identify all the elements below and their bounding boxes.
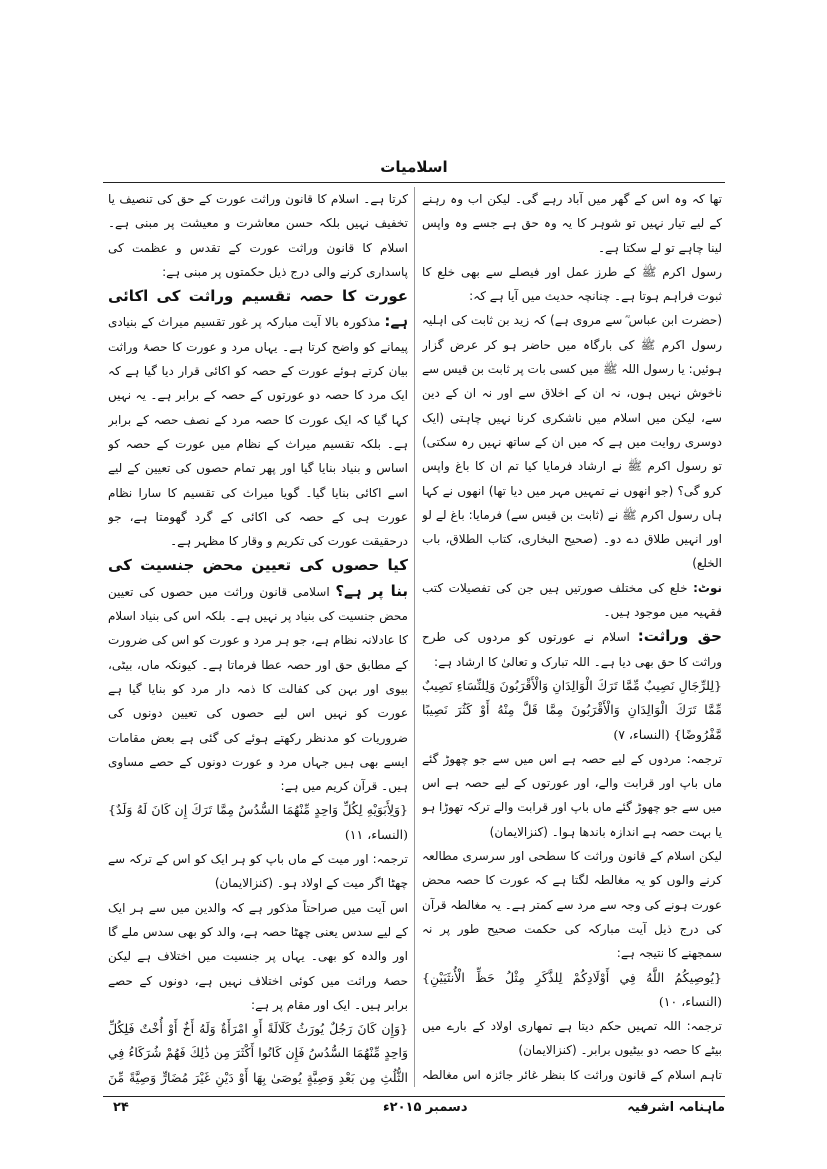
section-heading: عورت کا حصہ تقسیم وراثت کی اکائی ہے: <box>108 287 408 331</box>
translation: ترجمہ: اور میت کے ماں باپ کو ہر ایک کو اس کے ترکہ سے چھٹا اگر میت کے اولاد ہو۔ (کنزالایمان) <box>108 852 408 891</box>
right-column <box>422 187 722 1087</box>
quran-verse: {لِلرِّجَالِ نَصِيبٌ مِّمَّا تَرَكَ الْوَالِدَانِ وَالْأَقْرَبُونَ وَلِلنِّسَاءِ نَصِيبٌ مِّمَّا تَرَكَ الْوَالِدَانِ وَالْأَقْرَبُونَ مِمَّا قَلَّ مِنْهُ أَوْ كَثُرَ نَصِيبًا مَّفْرُوضًا} (النساء، ۷) <box>422 677 722 742</box>
section-text: مذکورہ بالا آیت مبارکہ پر غور تقسیم میراث کے بنیادی پیمانے کو واضح کرتا ہے۔ یہاں مرد و عورت کا حصۂ وراثت بیان کرتے ہوئے عورت کے حصہ کو اکائی قرار دیا گیا ہے کہ ایک مرد کا حصہ دو عورتوں کے حصہ کے برابر ہے۔ یہ نہیں کہا گیا کہ ایک عورت کا حصہ مرد کے نصف حصہ کے برابر ہے۔ بلکہ تقسیم میراث کے نظام میں عورت کے حصہ کو اساس و بنیاد بنایا گیا اور پھر تمام حصوں کی تعیین کے لیے اسے اکائی بنایا گیا۔ گویا میراث کی تقسیم کا سارا نظام عورت ہی کے حصہ کی اکائی کے گرد گھومتا ہے، جو درحقیقت عورت کی تکریم و وقار کا مظہر ہے۔ <box>108 315 408 549</box>
paragraph: اس آیت میں صراحتاً مذکور ہے کہ والدین میں سے ہر ایک کے لیے سدس یعنی چھٹا حصہ ہے، والد کو بھی سدس ملے گا اور والدہ کو بھی۔ یہاں پر جنسیت میں اختلاف ہے لیکن حصۂ وراثت میں کوئی اختلاف نہیں ہے، دونوں کے حصے برابر ہیں۔ ایک اور مقام پر ہے: <box>108 900 408 1012</box>
paragraph: تاہم اسلام کے قانون وراثت کا بنظر غائر جائزہ اس مغالطہ <box>422 1067 722 1082</box>
translation: ترجمہ: اللہ تمہیں حکم دیتا ہے تمھاری اولاد کے بارے میں بیٹے کا حصہ دو بیٹیوں برابر۔ (کنزالایمان) <box>422 1019 722 1058</box>
page-footer <box>103 1100 725 1124</box>
page-number: ۲۴ <box>113 1100 129 1115</box>
inheritance-paragraph <box>422 624 722 674</box>
section-heading: حق وراثت: <box>637 627 722 646</box>
quran-verse: {يُوصِيكُمُ اللَّهُ فِي أَوْلَادِكُمْ لِلذَّكَرِ مِثْلُ حَظِّ الْأُنثَيَيْنِ} (النساء، ۱۰) <box>422 969 722 1009</box>
hadith-quote: (حضرت ابن عباس ؓ سے مروی ہے) کہ زید بن ثابت کی اہلیہ رسول اکرم ﷺ کی بارگاہ میں حاضر ہو کر عرض گزار ہوئیں: یا رسول اللہ ﷺ میں کسی بات پر ثابت بن قیس سے ناخوش نہیں ہوں، نہ ان کے اخلاق سے اور نہ ان کے دین سے، لیکن میں اسلام میں ناشکری کرنا نہیں چاہتی (ایک دوسری روایت میں ہے کہ میں ان کے ساتھ نہیں رہ سکتی) تو رسول اکرم ﷺ نے ارشاد فرمایا کیا تم ان کا باغ واپس کرو گی؟ (جو انھوں نے تمہیں مہر میں دیا تھا) انھوں نے کہا ہاں رسول اکرم ﷺ نے (ثابت بن قیس سے) فرمایا: باغ لے لو اور انہیں طلاق دے دو۔ (صحیح البخاری، کتاب الطلاق، باب الخلع) <box>422 313 722 571</box>
note-paragraph <box>422 576 722 625</box>
magazine-name: ماہنامہ اشرفیہ <box>627 1100 725 1115</box>
column-divider <box>414 187 415 1087</box>
page-header: اسلامیات <box>380 158 448 176</box>
translation: ترجمہ: مردوں کے لیے حصہ ہے اس میں سے جو چھوڑ گئے ماں باپ اور قرابت والے، اور عورتوں کے لیے حصہ ہے اس میں سے جو چھوڑ گئے ماں باپ اور قرابت والے ترکہ تھوڑا ہو یا بہت حصہ ہے اندازہ باندھا ہوا۔ (کنزالایمان) <box>422 751 722 839</box>
paragraph: لیکن اسلام کے قانون وراثت کا سطحی اور سرسری مطالعہ کرنے والوں کو یہ مغالطہ لگتا ہے کہ عورت کا حصہ محض عورت ہونے کی وجہ سے مرد سے کمتر ہے۔ یہ مغالطہ قرآن کی درج ذیل آیت مبارکہ کی حکمت صحیح طور پر نہ سمجھنے کا نتیجہ ہے: <box>422 849 722 961</box>
header-rule <box>103 182 725 183</box>
footer-rule <box>103 1096 725 1097</box>
note-text: خلع کی مختلف صورتیں ہیں جن کی تفصیلات کتب فقہیہ میں موجود ہیں۔ <box>422 580 722 620</box>
issue-date: دسمبر ۲۰۱۵ء <box>383 1100 468 1115</box>
paragraph: تھا کہ وہ اس کے گھر میں آباد رہے گی۔ لیکن اب وہ رہنے کے لیے تیار نہیں تو شوہر کا یہ وہ حق ہے جسے وہ واپس لینا چاہے تو لے سکتا ہے۔ <box>422 192 722 255</box>
section-text: اسلامی قانون وراثت میں حصوں کی تعیین محض جنسیت کی بنیاد پر نہیں ہے۔ بلکہ اس کی بنیاد اسلام کا عادلانہ نظام ہے، جو ہر مرد و عورت کو اس کی ضرورت کے مطابق حق اور حصہ عطا فرماتا ہے۔ کیونکہ ماں، بیٹی، بیوی اور بہن کی کفالت کا ذمہ دار مرد کو بنایا گیا ہے عورت کو نہیں اس لیے حصوں کی تعیین دونوں کی ضروریات کو مدنظر رکھتے ہوئے کی گئی ہے بعض مقامات ایسے بھی ہیں جہاں مرد و عورت دونوں کے حصے مساوی ہیں۔ قرآن کریم میں ہے: <box>108 584 408 794</box>
left-column <box>108 187 408 1087</box>
quran-verse: {وَإِن كَانَ رَجُلٌ يُورَثُ كَلَالَةً أَوِ امْرَأَةٌ وَلَهُ أَخٌ أَوْ أُخْتٌ فَلِكُلِّ وَاحِدٍ مِّنْهُمَا السُّدُسُ فَإِن كَانُوا أَكْثَرَ مِن ذَٰلِكَ فَهُمْ شُرَكَاءُ فِي الثُّلُثِ مِن بَعْدِ وَصِيَّةٍ يُوصَىٰ بِهَا أَوْ دَيْنٍ غَيْرَ مُضَارٍّ وَصِيَّةً مِّنَ <box>108 1021 408 1085</box>
quran-verse: {وَلِأَبَوَيْهِ لِكُلِّ وَاحِدٍ مِّنْهُمَا السُّدُسُ مِمَّا تَرَكَ إِن كَانَ لَهُ وَلَدٌ} (النساء، ۱۱) <box>108 802 408 842</box>
section-text: اسلام نے عورتوں کو مردوں کی طرح وراثت کا حق بھی دیا ہے۔ اللہ تبارک و تعالیٰ کا ارشاد ہے: <box>422 630 722 669</box>
section-heading: کیا حصوں کی تعیین محض جنسیت کی بنا پر ہے؟ <box>108 556 408 600</box>
gender-paragraph <box>108 553 408 798</box>
note-label: نوٹ: <box>693 580 722 595</box>
unit-paragraph <box>108 284 408 553</box>
paragraph: رسول اکرم ﷺ کے طرز عمل اور فیصلے سے بھی خلع کا ثبوت فراہم ہوتا ہے۔ چنانچہ حدیث میں آیا ہے کہ: <box>422 264 722 304</box>
paragraph: کرتا ہے۔ اسلام کا قانون وراثت عورت کے حق کی تنصیف یا تخفیف نہیں بلکہ حسن معاشرت و معیشت پر مبنی ہے۔ اسلام کا قانون وراثت عورت کے تقدس و عظمت کی پاسداری کرنے والی درج ذیل حکمتوں پر مبنی ہے: <box>108 192 408 279</box>
